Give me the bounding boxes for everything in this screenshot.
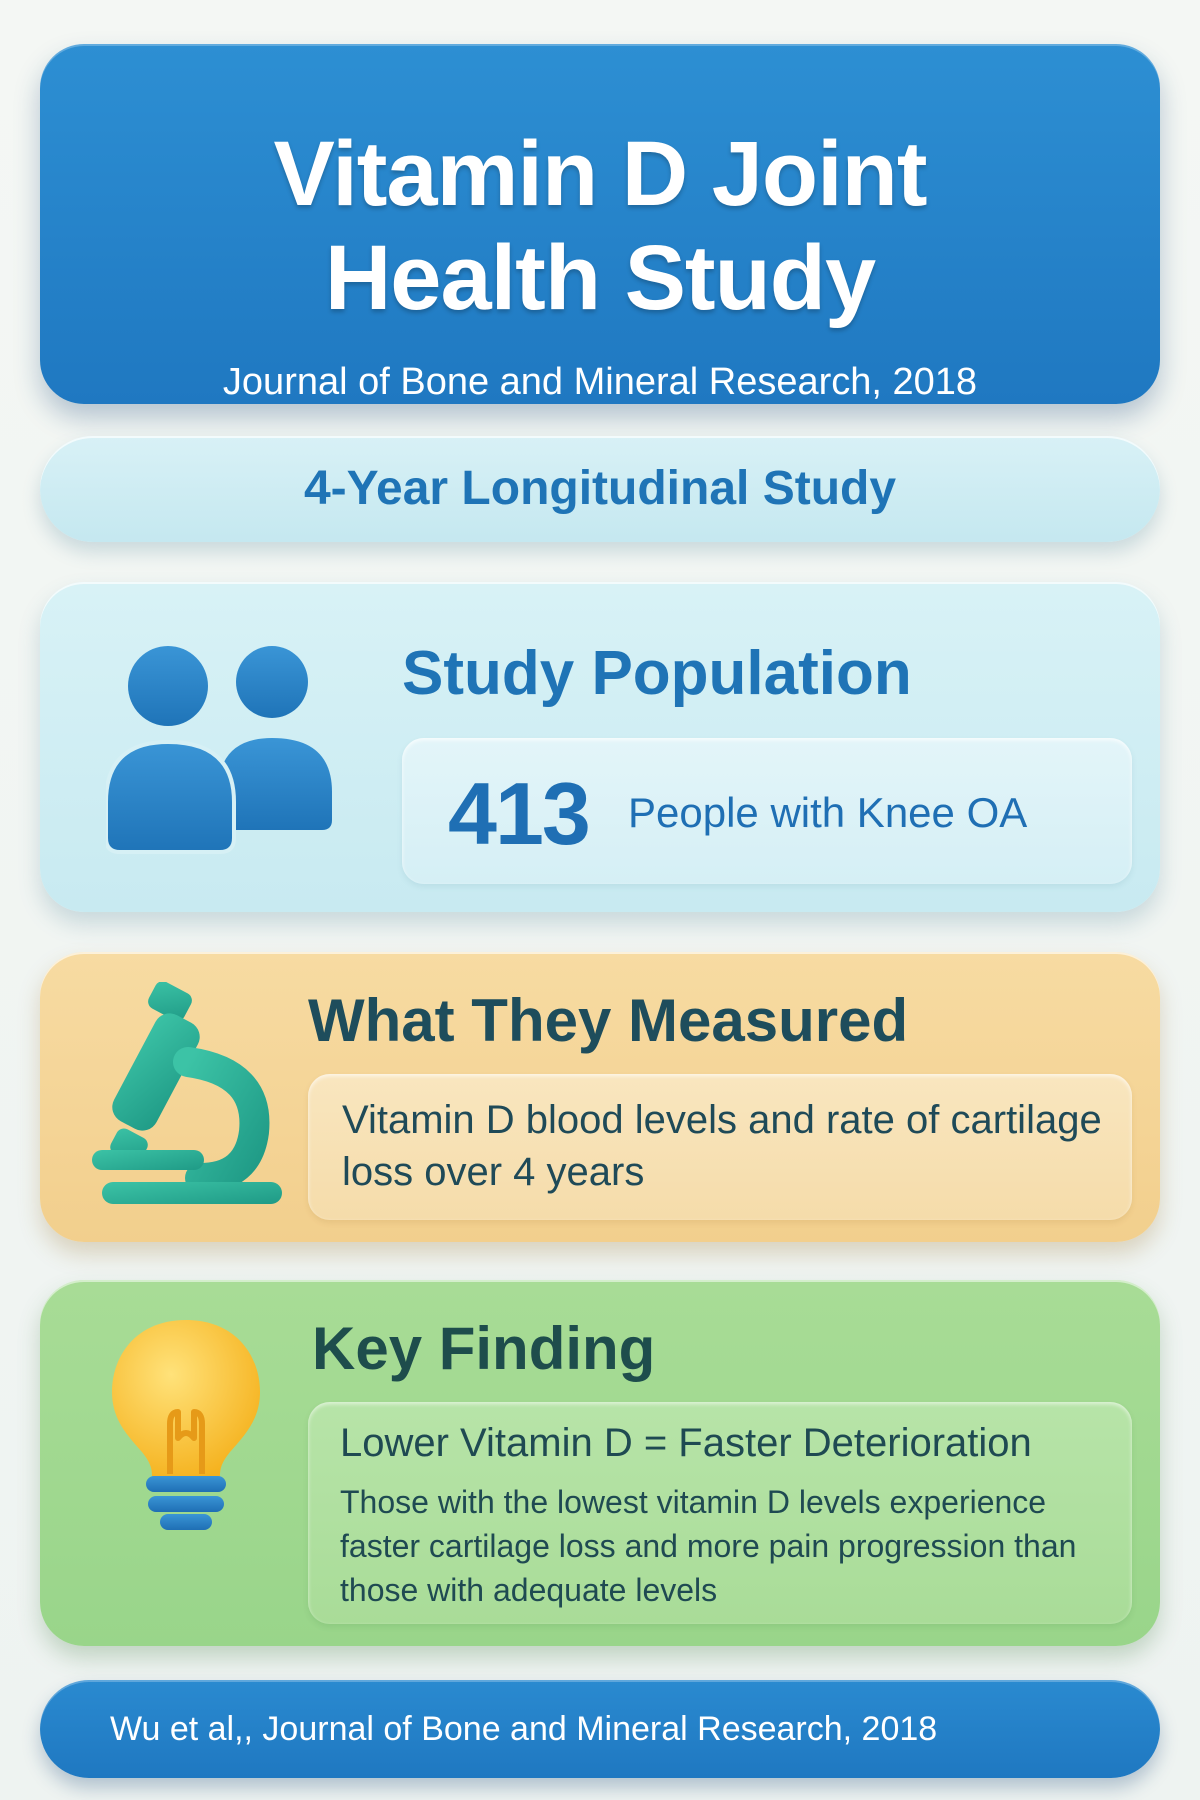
measured-description: Vitamin D blood levels and rate of cartilage loss over 4 years (342, 1098, 1102, 1194)
measured-detail-box (308, 1074, 1132, 1220)
finding-lead: Lower Vitamin D = Faster Deterioration (340, 1421, 1032, 1465)
measured-card (40, 952, 1160, 1242)
people-icon (106, 642, 332, 862)
population-stat-box (402, 738, 1132, 884)
microscope-icon (92, 982, 292, 1212)
study-type-badge: 4-Year Longitudinal Study (40, 436, 1160, 542)
population-card (40, 582, 1160, 912)
population-count-label: People with Knee OA (628, 789, 1028, 836)
title-banner (40, 44, 1160, 404)
population-heading: Study Population (402, 639, 912, 708)
finding-description: Those with the lowest vitamin D levels experience faster cartilage loss and more pain progression than those with adequate levels (340, 1484, 1077, 1608)
citation-footer: Wu et al,, Journal of Bone and Mineral Research, 2018 (40, 1680, 1160, 1778)
finding-heading: Key Finding (312, 1315, 656, 1382)
finding-card (40, 1280, 1160, 1646)
page-title: Vitamin D Joint Health Study (273, 123, 927, 329)
measured-heading: What They Measured (308, 987, 909, 1054)
population-count: 413 (448, 764, 589, 863)
finding-detail-box (308, 1402, 1132, 1624)
lightbulb-icon (106, 1316, 266, 1534)
page-subtitle: Journal of Bone and Mineral Research, 2018 (222, 361, 978, 403)
